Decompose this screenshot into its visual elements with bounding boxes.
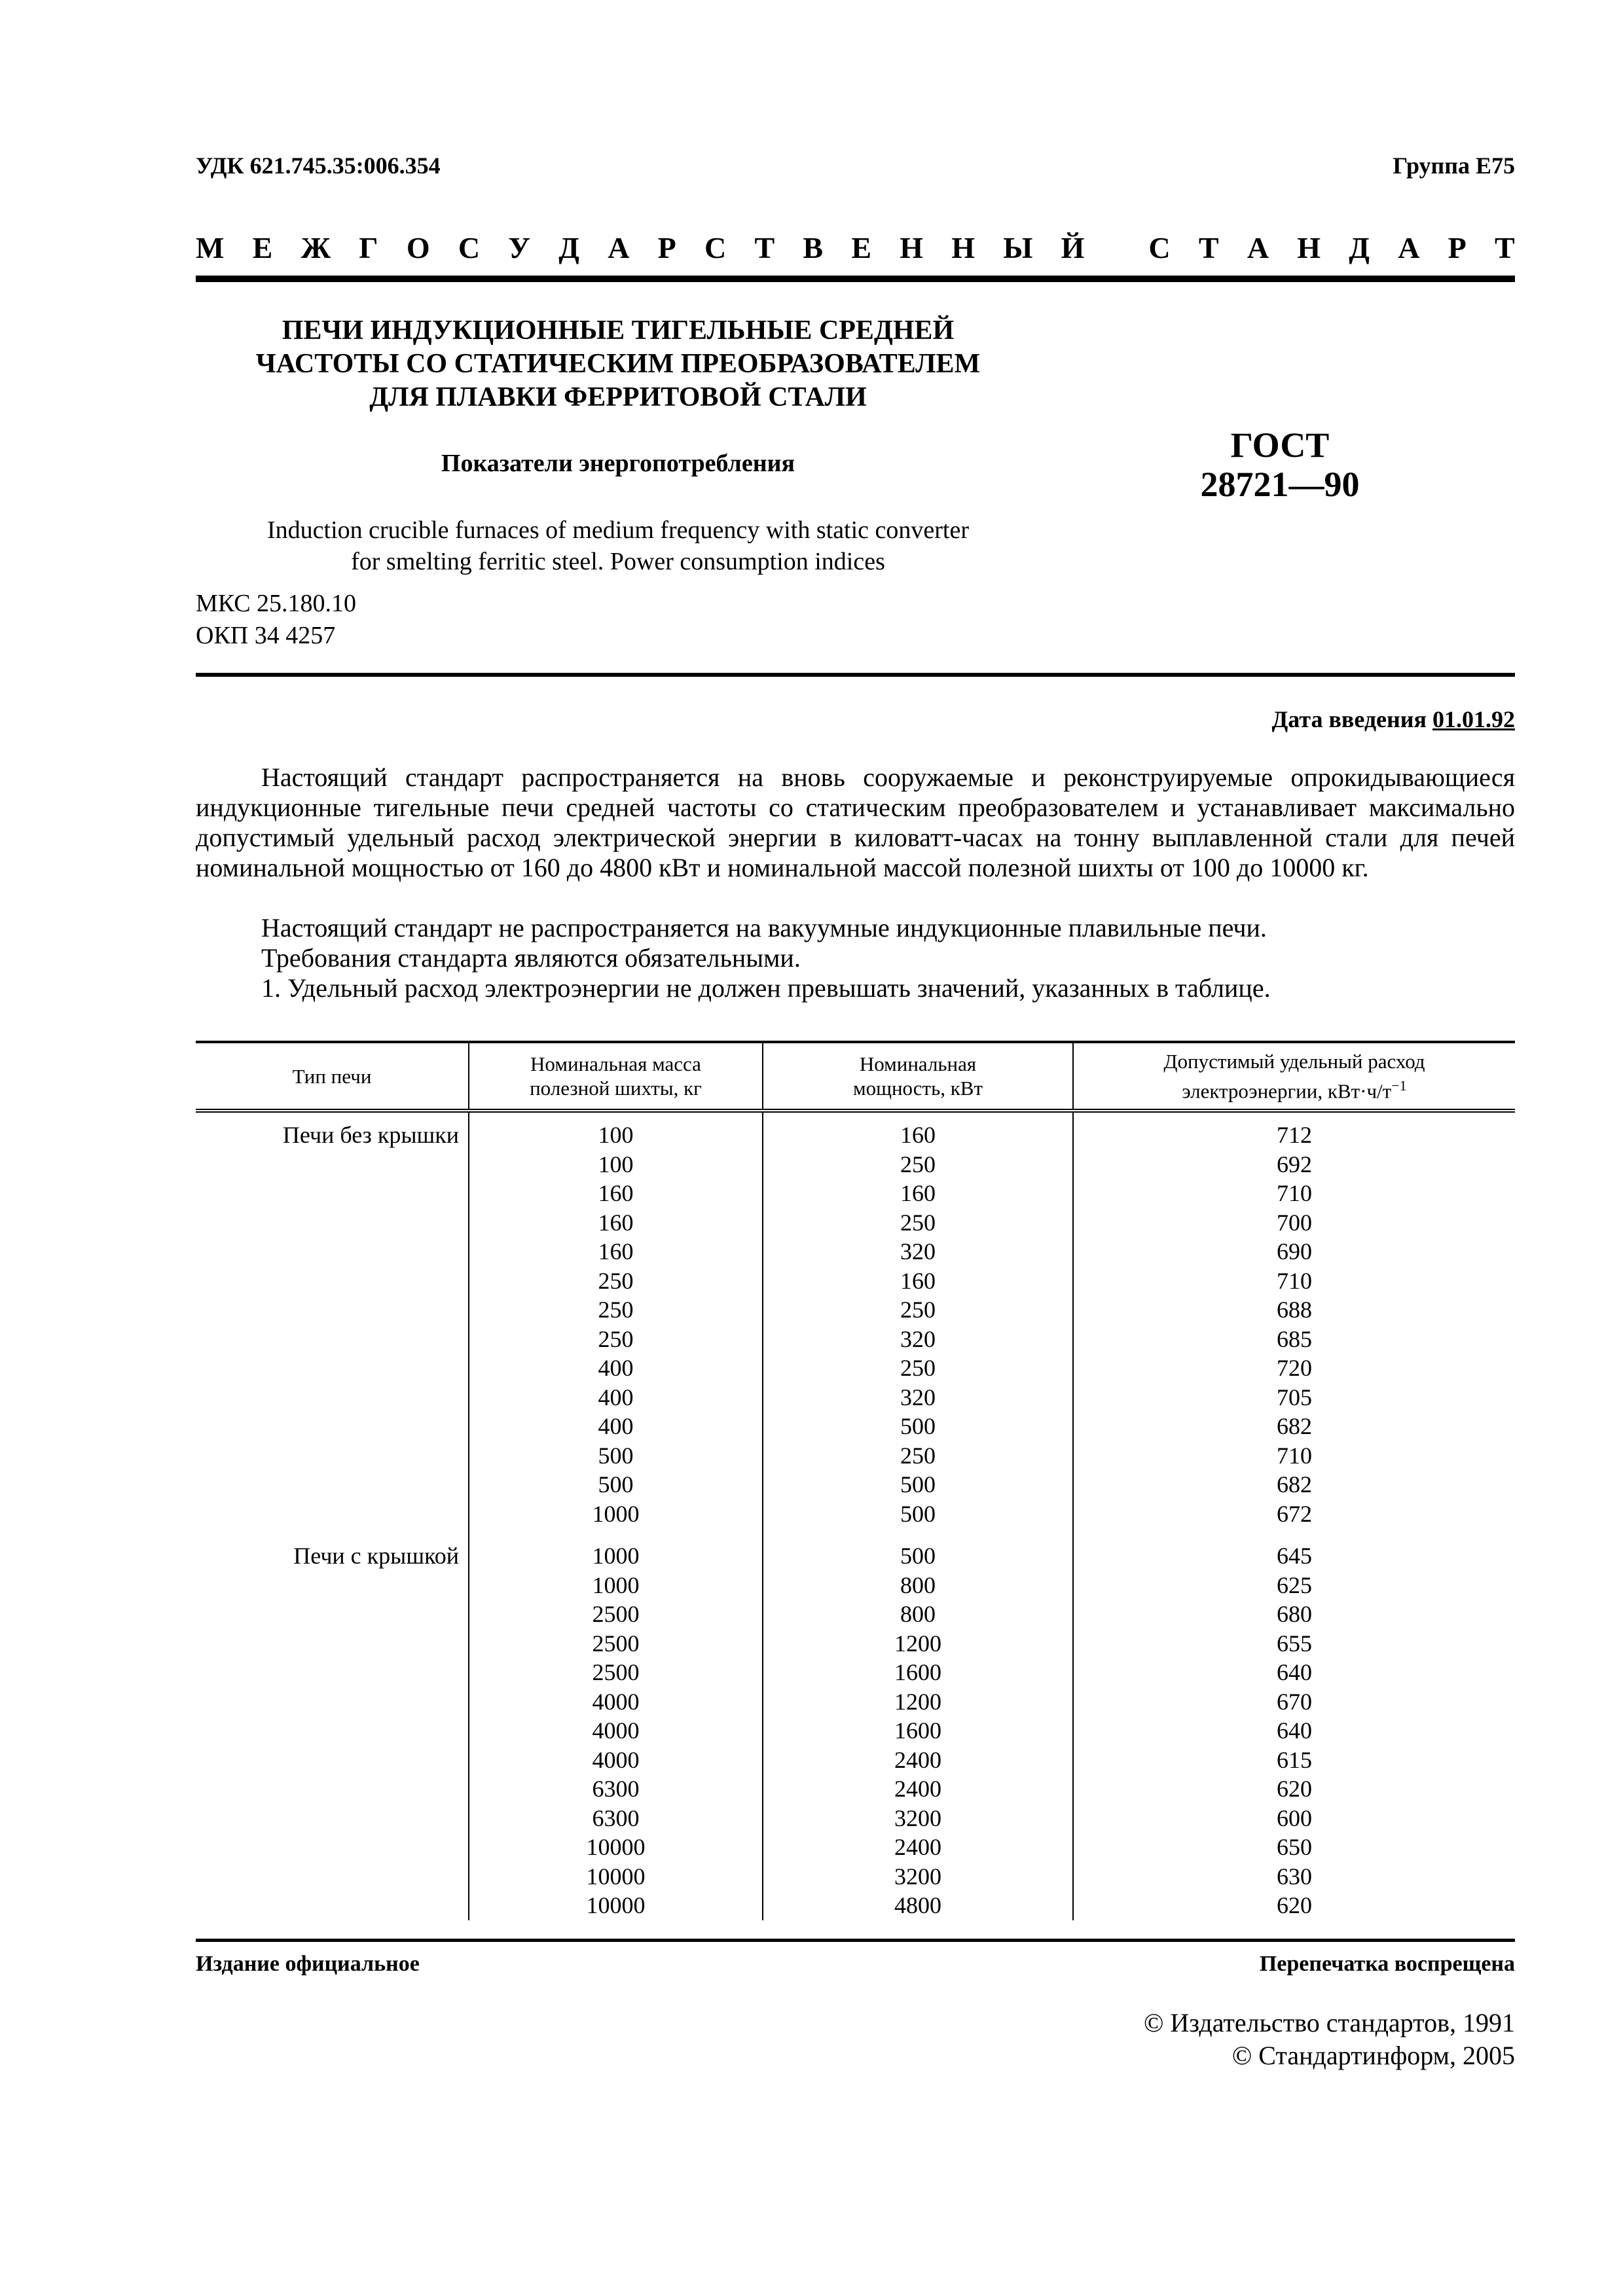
reprint-prohibited: Перепечатка воспрещена <box>1259 1952 1515 1976</box>
banner-letter: А <box>1247 231 1269 264</box>
group-code: Группа Е75 <box>1393 152 1515 179</box>
table-header-row <box>196 1042 1515 1111</box>
cell-charge-mass: 400 <box>469 1412 763 1441</box>
cell-charge-mass: 250 <box>469 1325 763 1354</box>
banner-letter: О <box>406 231 430 264</box>
cell-furnace-type <box>196 1266 469 1296</box>
title-line: ЧАСТОТЫ СО СТАТИЧЕСКИМ ПРЕОБРАЗОВАТЕЛЕМ <box>255 349 981 379</box>
cell-power: 250 <box>763 1354 1073 1383</box>
cell-power: 2400 <box>763 1774 1073 1804</box>
cell-power: 4800 <box>763 1891 1073 1920</box>
cell-consumption: 682 <box>1277 1413 1312 1439</box>
title-line: ПЕЧИ ИНДУКЦИОННЫЕ ТИГЕЛЬНЫЕ СРЕДНЕЙ <box>282 315 955 346</box>
cell-consumption: 645 <box>1277 1543 1312 1569</box>
cell-furnace-type <box>196 1774 469 1804</box>
banner-letter: Й <box>1061 231 1085 264</box>
cell-power: 160 <box>763 1179 1073 1208</box>
banner-letter: С <box>1148 231 1171 264</box>
cell-power: 2400 <box>763 1746 1073 1775</box>
banner-letter: Ж <box>301 231 331 264</box>
cell-charge-mass: 10000 <box>469 1833 763 1862</box>
english-title-line: for smelting ferritic steel. Power consumption indices <box>351 548 885 575</box>
effective-date-value: 01.01.92 <box>1432 706 1515 732</box>
cell-furnace-type <box>196 1441 469 1471</box>
cell-consumption: 688 <box>1277 1297 1312 1323</box>
cell-power: 160 <box>763 1111 1073 1150</box>
cell-consumption: 685 <box>1277 1325 1312 1352</box>
cell-consumption: 710 <box>1277 1180 1312 1206</box>
document-subtitle: Показатели энергопотребления <box>441 450 795 477</box>
banner-letter: Ы <box>1003 231 1033 264</box>
table-row <box>196 1499 1515 1529</box>
interstate-standard-banner <box>196 230 1515 265</box>
cell-charge-mass: 4000 <box>469 1746 763 1775</box>
header-rule <box>196 276 1515 282</box>
classification-codes <box>196 588 356 652</box>
header-charge-mass: Номинальная масса полезной шихты, кг <box>469 1042 763 1111</box>
cell-furnace-type <box>196 1891 469 1920</box>
cell-consumption: 682 <box>1277 1471 1312 1498</box>
cell-power: 1200 <box>763 1687 1073 1717</box>
cell-furnace-type <box>196 1804 469 1833</box>
cell-charge-mass: 400 <box>469 1383 763 1412</box>
table-row <box>196 1600 1515 1629</box>
english-title-line: Induction crucible furnaces of medium frequency with static converter <box>266 516 969 544</box>
cell-power: 250 <box>763 1441 1073 1471</box>
cell-consumption: 620 <box>1277 1776 1312 1802</box>
cell-charge-mass: 2500 <box>469 1629 763 1659</box>
mandatory-paragraph: Требования стандарта являются обязательными. <box>261 943 801 973</box>
banner-letter: У <box>508 231 531 264</box>
cell-furnace-type <box>196 1179 469 1208</box>
cell-charge-mass: 2500 <box>469 1600 763 1629</box>
cell-charge-mass: 160 <box>469 1208 763 1238</box>
banner-letter: М <box>196 231 225 264</box>
cell-consumption: 692 <box>1277 1151 1312 1177</box>
cell-charge-mass: 1000 <box>469 1528 763 1571</box>
cell-furnace-type <box>196 1862 469 1892</box>
table-row <box>196 1111 1515 1150</box>
cell-charge-mass: 10000 <box>469 1891 763 1920</box>
banner-letter: Т <box>754 231 775 264</box>
banner-letter: Р <box>657 231 676 264</box>
table-row <box>196 1295 1515 1325</box>
cell-power: 800 <box>763 1571 1073 1600</box>
cell-power: 320 <box>763 1383 1073 1412</box>
cell-consumption: 720 <box>1277 1355 1312 1381</box>
cell-furnace-type <box>196 1746 469 1775</box>
cell-furnace-type: Печи без крышки <box>196 1111 469 1150</box>
cell-charge-mass: 4000 <box>469 1716 763 1746</box>
effective-date <box>1272 706 1516 733</box>
table-row <box>196 1862 1515 1892</box>
table-row <box>196 1412 1515 1441</box>
effective-date-label: Дата введения <box>1271 706 1427 732</box>
banner-letter: Н <box>900 231 924 264</box>
cell-power: 500 <box>763 1499 1073 1529</box>
footer-rule <box>196 1939 1515 1942</box>
cell-consumption: 705 <box>1277 1384 1312 1410</box>
udc-code: УДК 621.745.35:006.354 <box>196 152 441 179</box>
cell-furnace-type <box>196 1237 469 1266</box>
cell-furnace-type <box>196 1354 469 1383</box>
cell-furnace-type <box>196 1499 469 1529</box>
table-row <box>196 1237 1515 1266</box>
cell-furnace-type <box>196 1658 469 1687</box>
cell-consumption: 630 <box>1277 1863 1312 1890</box>
cell-furnace-type <box>196 1150 469 1179</box>
cell-power: 1200 <box>763 1629 1073 1659</box>
cell-power: 250 <box>763 1208 1073 1238</box>
banner-letter: Г <box>359 231 378 264</box>
table-row <box>196 1383 1515 1412</box>
header-furnace-type: Тип печи <box>196 1042 469 1111</box>
gost-number <box>1152 425 1408 504</box>
copyright-line: © Издательство стандартов, 1991 <box>1143 2008 1515 2037</box>
cell-charge-mass: 500 <box>469 1441 763 1471</box>
table-row <box>196 1687 1515 1717</box>
cell-furnace-type <box>196 1383 469 1412</box>
cell-power: 320 <box>763 1237 1073 1266</box>
clause-1: 1. Удельный расход электроэнергии не должен превышать значений, указанных в таблице. <box>261 973 1271 1003</box>
cell-furnace-type <box>196 1325 469 1354</box>
table-row <box>196 1571 1515 1600</box>
banner-letter <box>1113 230 1121 265</box>
cell-power: 250 <box>763 1295 1073 1325</box>
cell-power: 3200 <box>763 1804 1073 1833</box>
cell-charge-mass: 2500 <box>469 1658 763 1687</box>
table-row <box>196 1528 1515 1571</box>
divider-rule <box>196 673 1515 677</box>
cell-furnace-type <box>196 1716 469 1746</box>
header-power: Номинальная мощность, кВт <box>763 1042 1073 1111</box>
cell-furnace-type <box>196 1571 469 1600</box>
table-row <box>196 1833 1515 1862</box>
cell-consumption: 600 <box>1277 1804 1312 1831</box>
banner-letter: Н <box>1297 231 1321 264</box>
banner-letter: А <box>1398 231 1420 264</box>
cell-power: 320 <box>763 1325 1073 1354</box>
cell-power: 800 <box>763 1600 1073 1629</box>
cell-charge-mass: 500 <box>469 1470 763 1499</box>
scope-paragraph: Настоящий стандарт распространяется на вновь сооружаемые и реконструируемые опрокидывающиеся индукционные тигельные печи средней частоты со статическим преобразователем и устанавливает максимально допустимый удельный расход электрической энергии в киловатт-часах на тонну выплавленной стали для печей номинальной мощностью от 160 до 4800 кВт и номинальной массой полезной шихты от 100 до 10000 кг. <box>196 762 1515 882</box>
cell-furnace-type <box>196 1295 469 1325</box>
cell-power: 500 <box>763 1412 1073 1441</box>
cell-power: 500 <box>763 1528 1073 1571</box>
cell-power: 1600 <box>763 1716 1073 1746</box>
table-row <box>196 1470 1515 1499</box>
banner-letter: Т <box>1495 231 1515 264</box>
table-row <box>196 1208 1515 1238</box>
cell-consumption: 690 <box>1277 1238 1312 1265</box>
cell-furnace-type <box>196 1470 469 1499</box>
banner-letter: Д <box>1349 231 1370 264</box>
cell-consumption: 710 <box>1277 1442 1312 1469</box>
cell-charge-mass: 250 <box>469 1266 763 1296</box>
cell-furnace-type <box>196 1833 469 1862</box>
table-row <box>196 1325 1515 1354</box>
cell-consumption: 650 <box>1277 1834 1312 1860</box>
cell-power: 160 <box>763 1266 1073 1296</box>
cell-charge-mass: 160 <box>469 1237 763 1266</box>
cell-consumption: 672 <box>1277 1500 1312 1527</box>
gost-label: ГОСТ <box>1230 425 1330 465</box>
gost-code: 28721—90 <box>1200 465 1360 504</box>
cell-power: 3200 <box>763 1862 1073 1892</box>
table-row <box>196 1354 1515 1383</box>
cell-consumption: 620 <box>1277 1892 1312 1918</box>
banner-letter: В <box>803 231 824 264</box>
official-edition: Издание официальное <box>196 1952 420 1976</box>
english-title <box>196 514 1040 577</box>
table-row <box>196 1658 1515 1687</box>
table-row <box>196 1746 1515 1775</box>
cell-charge-mass: 160 <box>469 1179 763 1208</box>
cell-charge-mass: 1000 <box>469 1499 763 1529</box>
table-row <box>196 1266 1515 1296</box>
table-row <box>196 1804 1515 1833</box>
banner-letter: С <box>704 231 727 264</box>
copyright-line: © Стандартинформ, 2005 <box>1231 2041 1515 2070</box>
cell-power: 2400 <box>763 1833 1073 1862</box>
table-row <box>196 1179 1515 1208</box>
cell-consumption: 640 <box>1277 1717 1312 1744</box>
cell-furnace-type <box>196 1687 469 1717</box>
cell-charge-mass: 400 <box>469 1354 763 1383</box>
table-row <box>196 1629 1515 1659</box>
banner-letter: Е <box>252 231 273 264</box>
cell-consumption: 710 <box>1277 1267 1312 1294</box>
cell-consumption: 700 <box>1277 1209 1312 1236</box>
cell-furnace-type <box>196 1629 469 1659</box>
cell-power: 500 <box>763 1470 1073 1499</box>
table-row <box>196 1716 1515 1746</box>
cell-power: 1600 <box>763 1658 1073 1687</box>
cell-furnace-type <box>196 1412 469 1441</box>
cell-consumption: 680 <box>1277 1601 1312 1627</box>
cell-consumption: 712 <box>1277 1122 1312 1148</box>
cell-charge-mass: 250 <box>469 1295 763 1325</box>
cell-consumption: 625 <box>1277 1571 1312 1598</box>
cell-furnace-type: Печи с крышкой <box>196 1528 469 1571</box>
okp-code: ОКП 34 4257 <box>196 622 336 649</box>
cell-furnace-type <box>196 1208 469 1238</box>
banner-letter: С <box>458 231 481 264</box>
cell-charge-mass: 4000 <box>469 1687 763 1717</box>
table-row <box>196 1891 1515 1920</box>
banner-letter: Н <box>951 231 976 264</box>
cell-charge-mass: 100 <box>469 1150 763 1179</box>
banner-letter: А <box>608 231 630 264</box>
cell-charge-mass: 1000 <box>469 1571 763 1600</box>
banner-letter: Р <box>1448 231 1467 264</box>
document-title <box>196 314 1040 414</box>
cell-charge-mass: 100 <box>469 1111 763 1150</box>
cell-power: 250 <box>763 1150 1073 1179</box>
banner-letter: Д <box>558 231 579 264</box>
cell-charge-mass: 6300 <box>469 1774 763 1804</box>
header-consumption: Допустимый удельный расход электроэнергии, $кВт\cdot ч/т^{-1}$ <box>1073 1042 1515 1111</box>
table-row <box>196 1441 1515 1471</box>
banner-letter: Т <box>1198 231 1219 264</box>
copyright <box>1144 2007 1515 2072</box>
cell-consumption: 655 <box>1277 1630 1312 1657</box>
cell-consumption: 640 <box>1277 1659 1312 1685</box>
cell-furnace-type <box>196 1600 469 1629</box>
cell-consumption: 670 <box>1277 1688 1312 1715</box>
title-line: ДЛЯ ПЛАВКИ ФЕРРИТОВОЙ СТАЛИ <box>369 382 867 412</box>
cell-charge-mass: 6300 <box>469 1804 763 1833</box>
table-row <box>196 1774 1515 1804</box>
cell-charge-mass: 10000 <box>469 1862 763 1892</box>
energy-consumption-table <box>196 1041 1515 1920</box>
cell-consumption: 615 <box>1277 1746 1312 1773</box>
exclusion-paragraph: Настоящий стандарт не распространяется на вакуумные индукционные плавильные печи. <box>261 913 1267 942</box>
banner-letter: Е <box>851 231 871 264</box>
mks-code: МКС 25.180.10 <box>196 590 357 617</box>
table-row <box>196 1150 1515 1179</box>
